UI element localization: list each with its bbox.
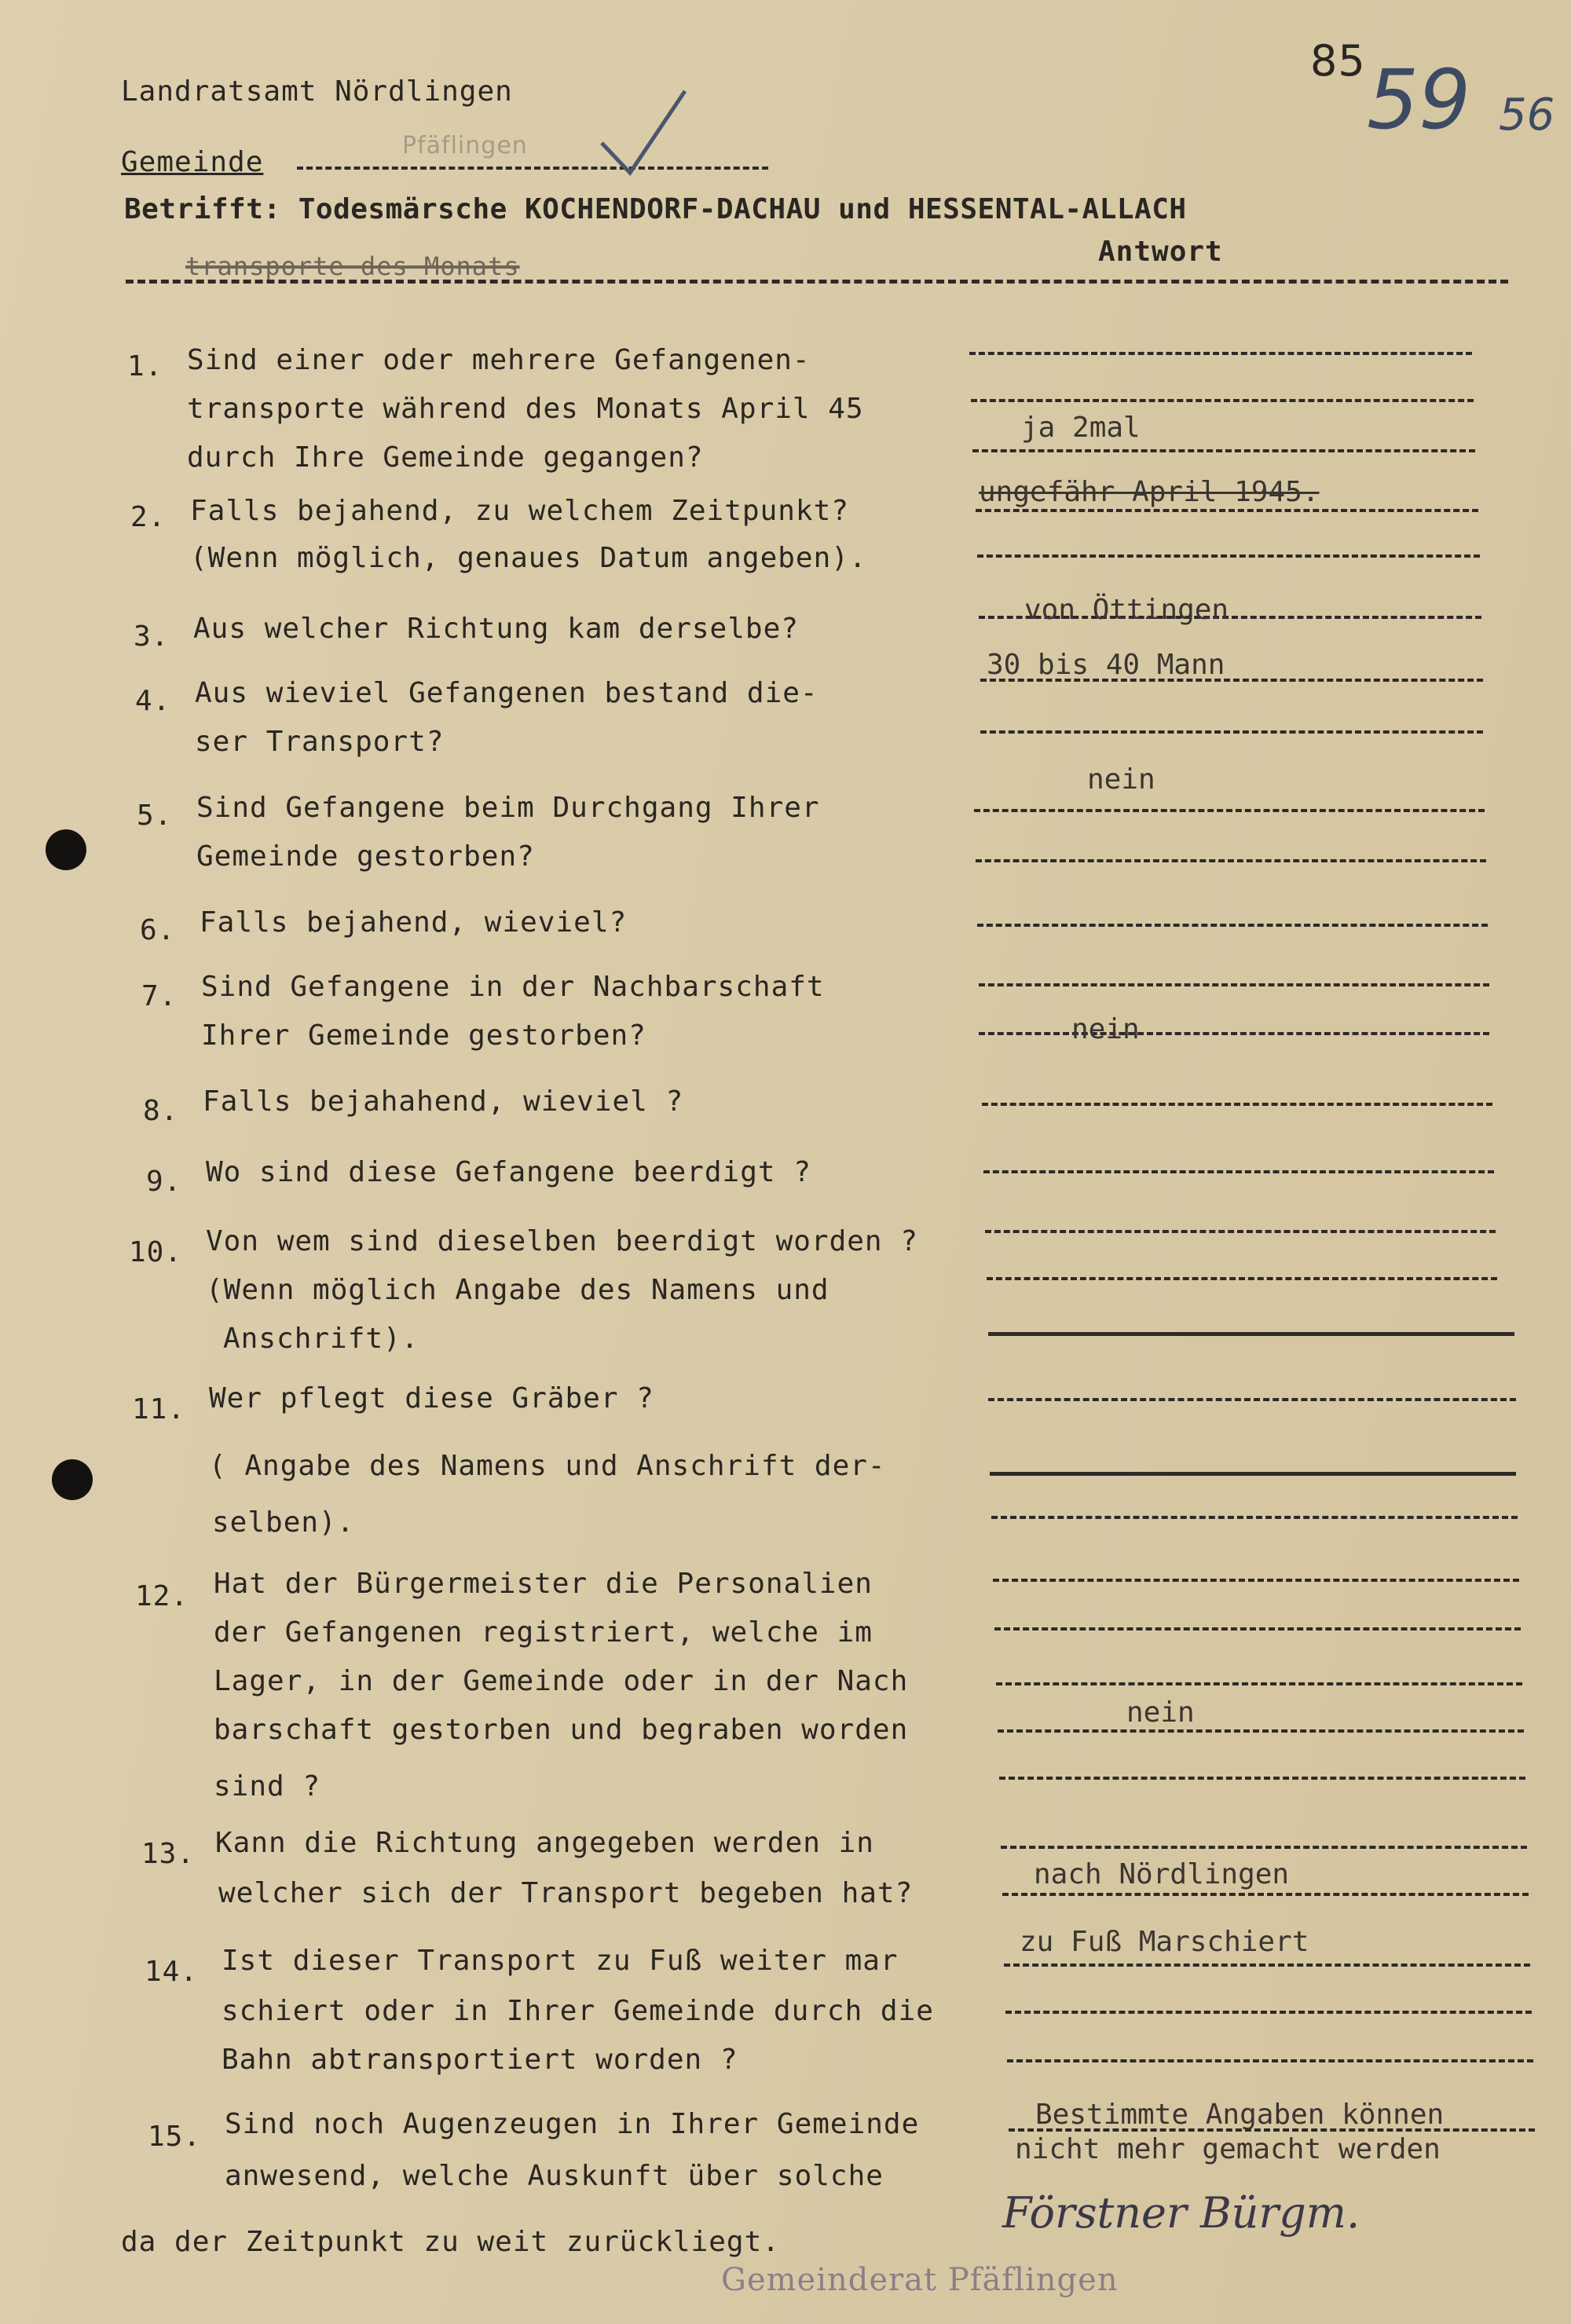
question-3-line-1: Aus welcher Richtung kam derselbe? [193,613,799,645]
answer-15-line-2: nicht mehr gemacht werden [1015,2133,1441,2165]
answer-5: nein [1087,763,1155,796]
question-15-number: 15. [148,2121,202,2153]
answer-line [1007,2059,1533,2062]
page-number-print: 85 [1310,36,1366,86]
question-2-line-1: Falls bejahend, zu welchem Zeitpunkt? [190,495,849,527]
municipal-stamp: Gemeinderat Pfäflingen [721,2262,1119,2298]
office-name: Landratsamt Nördlingen [121,75,513,108]
answer-3: von Öttingen [1024,594,1229,626]
question-2-line-2: (Wenn möglich, genaues Datum angeben). [190,542,867,574]
punch-hole-bottom [52,1459,93,1500]
question-1-line-3: durch Ihre Gemeinde gegangen? [187,441,704,474]
question-7-line-1: Sind Gefangene in der Nachbarschaft [201,971,825,1003]
question-1-line-2: transporte während des Monats April 45 [187,393,864,425]
answer-line [985,1230,1496,1233]
question-1-line-1: Sind einer oder mehrere Gefangenen- [187,344,811,376]
answer-line [987,1277,1497,1280]
question-10-line-3: Anschrift). [223,1323,419,1355]
question-4-line-1: Aus wieviel Gefangenen bestand die- [195,677,818,709]
answer-line [1005,2011,1532,2014]
answer-line [977,924,1488,927]
question-8-number: 8. [143,1095,179,1127]
answer-line [996,1682,1522,1685]
question-14-line-2: schiert oder in Ihrer Gemeinde durch die [222,1995,934,2027]
question-10-line-1: Von wem sind dieselben beerdigt worden ? [206,1225,918,1257]
question-6-line-1: Falls bejahend, wieviel? [200,906,628,939]
question-15-line-1: Sind noch Augenzeugen in Ihrer Gemeinde [225,2108,920,2140]
answer-2: ungefähr April 1945. [979,476,1320,508]
municipality-label: Gemeinde [121,146,264,178]
page-number-pencil: 59 [1367,52,1471,148]
question-8-line-1: Falls bejahahend, wieviel ? [203,1085,684,1118]
answer-line [969,352,1472,355]
answer-line [1001,1846,1527,1849]
question-5-number: 5. [137,800,173,832]
question-3-number: 3. [134,620,170,653]
question-11-line-2: ( Angabe des Namens und Anschrift der- [209,1450,886,1482]
question-11-number: 11. [132,1393,186,1426]
answer-line [974,809,1485,812]
question-7-line-2: Ihrer Gemeinde gestorben? [201,1019,646,1052]
question-9-number: 9. [146,1166,182,1198]
answer-line [976,509,1478,512]
answer-line [983,1170,1494,1173]
question-14-number: 14. [145,1956,199,1988]
question-14-line-1: Ist dieser Transport zu Fuß weiter mar [222,1945,899,1977]
question-13-number: 13. [141,1838,196,1870]
answer-line [999,1777,1525,1780]
answer-15-line-1: Bestimmte Angaben können [1035,2099,1445,2131]
question-6-number: 6. [140,914,176,946]
answer-line [988,1332,1514,1336]
answer-line [977,554,1480,558]
question-12-line-5: sind ? [214,1770,321,1802]
answer-line [972,449,1475,452]
question-5-line-1: Sind Gefangene beim Durchgang Ihrer [196,792,820,824]
question-2-number: 2. [130,501,167,533]
question-12-line-2: der Gefangenen registriert, welche im [214,1616,873,1649]
question-10-number: 10. [129,1236,183,1268]
punch-hole-top [46,829,86,870]
question-13-line-1: Kann die Richtung angegeben werden in [215,1827,874,1859]
subject-old-line: transporte des Monats [185,251,520,281]
question-7-number: 7. [141,980,178,1012]
subject-rule [126,280,1508,284]
signature: Förstner Bürgm. [1002,2188,1360,2238]
answer-12: nein [1126,1696,1195,1729]
answer-line [990,1472,1516,1476]
answer-line [988,1398,1516,1401]
answer-line [979,1032,1489,1035]
answer-4: 30 bis 40 Mann [987,649,1225,681]
check-mark-icon [597,88,691,182]
municipality-line [297,167,768,170]
answer-line [971,399,1474,402]
question-14-line-3: Bahn abtransportiert worden ? [222,2044,738,2076]
question-15-line-2: anwesend, welche Auskunft über solche [225,2160,884,2192]
question-9-line-1: Wo sind diese Gefangene beerdigt ? [206,1156,811,1188]
answer-line [982,1103,1492,1106]
question-12-line-3: Lager, in der Gemeinde oder in der Nach [214,1665,909,1697]
answer-14: zu Fuß Marschiert [1020,1926,1309,1958]
answer-7: nein [1071,1013,1140,1045]
answer-line [979,983,1489,986]
subject-line: Betrifft: Todesmärsche KOCHENDORF-DACHAU und HESSENTAL-ALLACH [124,193,1187,225]
answer-line [994,1627,1521,1630]
question-12-number: 12. [135,1580,189,1612]
question-5-line-2: Gemeinde gestorben? [196,840,535,873]
question-12-line-1: Hat der Bürgermeister die Personalien [214,1568,873,1600]
answer-line [976,859,1486,862]
question-10-line-2: (Wenn möglich Angabe des Namens und [206,1274,829,1306]
question-13-line-2: welcher sich der Transport begeben hat? [218,1877,914,1909]
answer-1: ja 2mal [1021,412,1141,444]
municipality-value: Pfäflingen [402,132,528,159]
answer-line [1004,1964,1530,1967]
question-12-line-4: barschaft gestorben und begraben worden [214,1714,909,1746]
answer-line [993,1579,1519,1582]
footer-line: da der Zeitpunkt zu weit zurückliegt. [121,2226,780,2258]
question-4-line-2: ser Transport? [195,726,445,758]
answer-line [998,1729,1524,1733]
page-number-pencil-small: 56 [1499,90,1555,141]
question-11-line-1: Wer pflegt diese Gräber ? [209,1382,654,1415]
answer-heading: Antwort [1098,236,1223,268]
question-4-number: 4. [135,685,171,717]
answer-line [991,1516,1518,1519]
answer-line [980,730,1483,734]
question-11-line-3: selben). [212,1506,355,1539]
answer-line [1002,1893,1529,1896]
question-1-number: 1. [127,350,163,382]
answer-13: nach Nördlingen [1034,1858,1290,1890]
